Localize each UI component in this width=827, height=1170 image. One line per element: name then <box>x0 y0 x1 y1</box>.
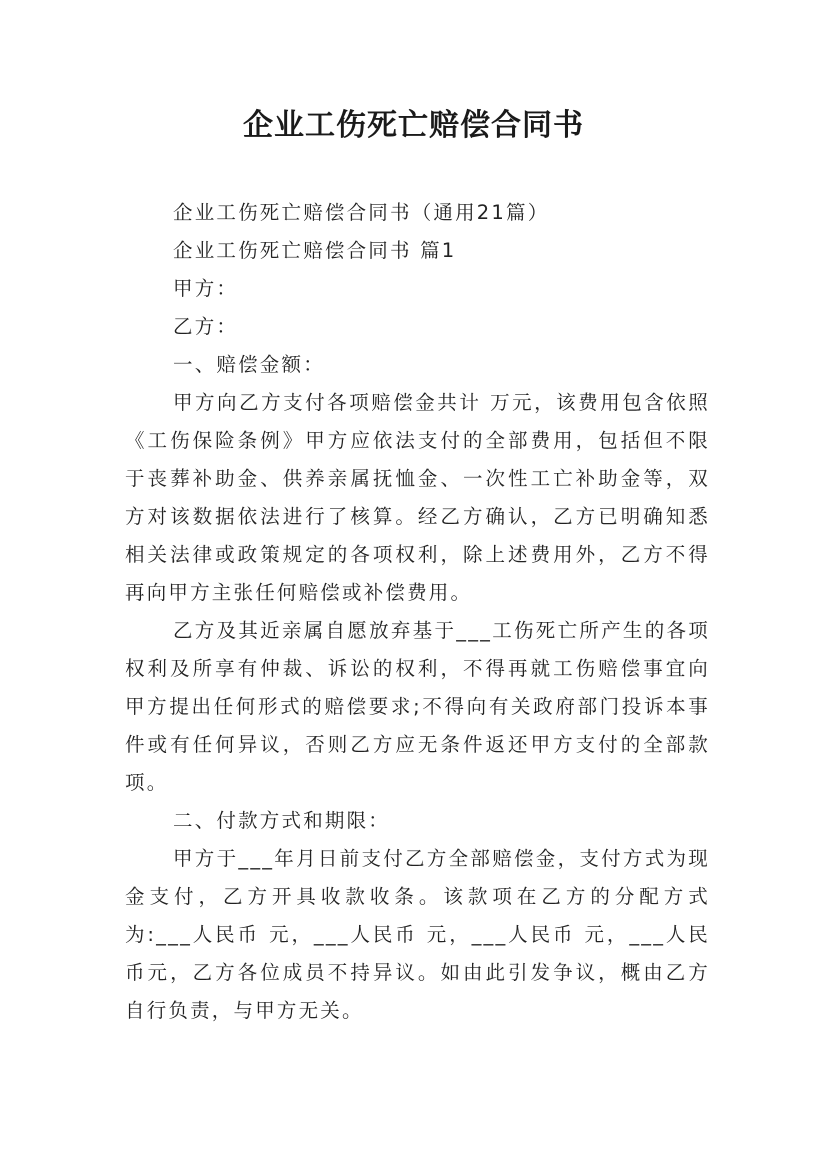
clause-2-heading: 二、付款方式和期限： <box>173 809 391 832</box>
clause-1-paragraph-1: 甲方向乙方支付各项赔偿金共计 万元，该费用包含依照《工伤保险条例》甲方应依法支付的全部费用，包括但不限于丧葬补助金、供养亲属抚恤金、一次性工亡补助金等，双方对该数据依法进行了核算。经乙方确认，乙方已明确知悉相关法律或政策规定的各项权利，除上述费用外，乙方不得再向甲方主张任何赔偿或补偿费用。 <box>125 391 710 604</box>
party-b-label: 乙方： <box>173 315 239 338</box>
section-heading: 企业工伤死亡赔偿合同书 篇1 <box>173 239 457 262</box>
clause-2-paragraph-1: 甲方于___年月日前支付乙方全部赔偿金，支付方式为现金支付，乙方开具收款收条。该款项在乙方的分配方式为:___人民币 元，___人民币 元，___人民币 元，___人民币元，乙方各位成员不持异议。如由此引发争议，概由乙方自行负责，与甲方无关。 <box>125 847 710 1022</box>
document-subtitle: 企业工伤死亡赔偿合同书（通用21篇） <box>173 201 550 224</box>
document-title: 企业工伤死亡赔偿合同书 <box>243 108 584 143</box>
document-body <box>125 194 710 1030</box>
clause-1-paragraph-2: 乙方及其近亲属自愿放弃基于___工伤死亡所产生的各项权利及所享有仲裁、诉讼的权利，不得再就工伤赔偿事宜向甲方提出任何形式的赔偿要求;不得向有关政府部门投诉本事件或有任何异议，否则乙方应无条件返还甲方支付的全部款项。 <box>125 619 710 794</box>
clause-1-heading: 一、赔偿金额： <box>173 353 325 376</box>
party-a-label: 甲方： <box>173 277 239 300</box>
